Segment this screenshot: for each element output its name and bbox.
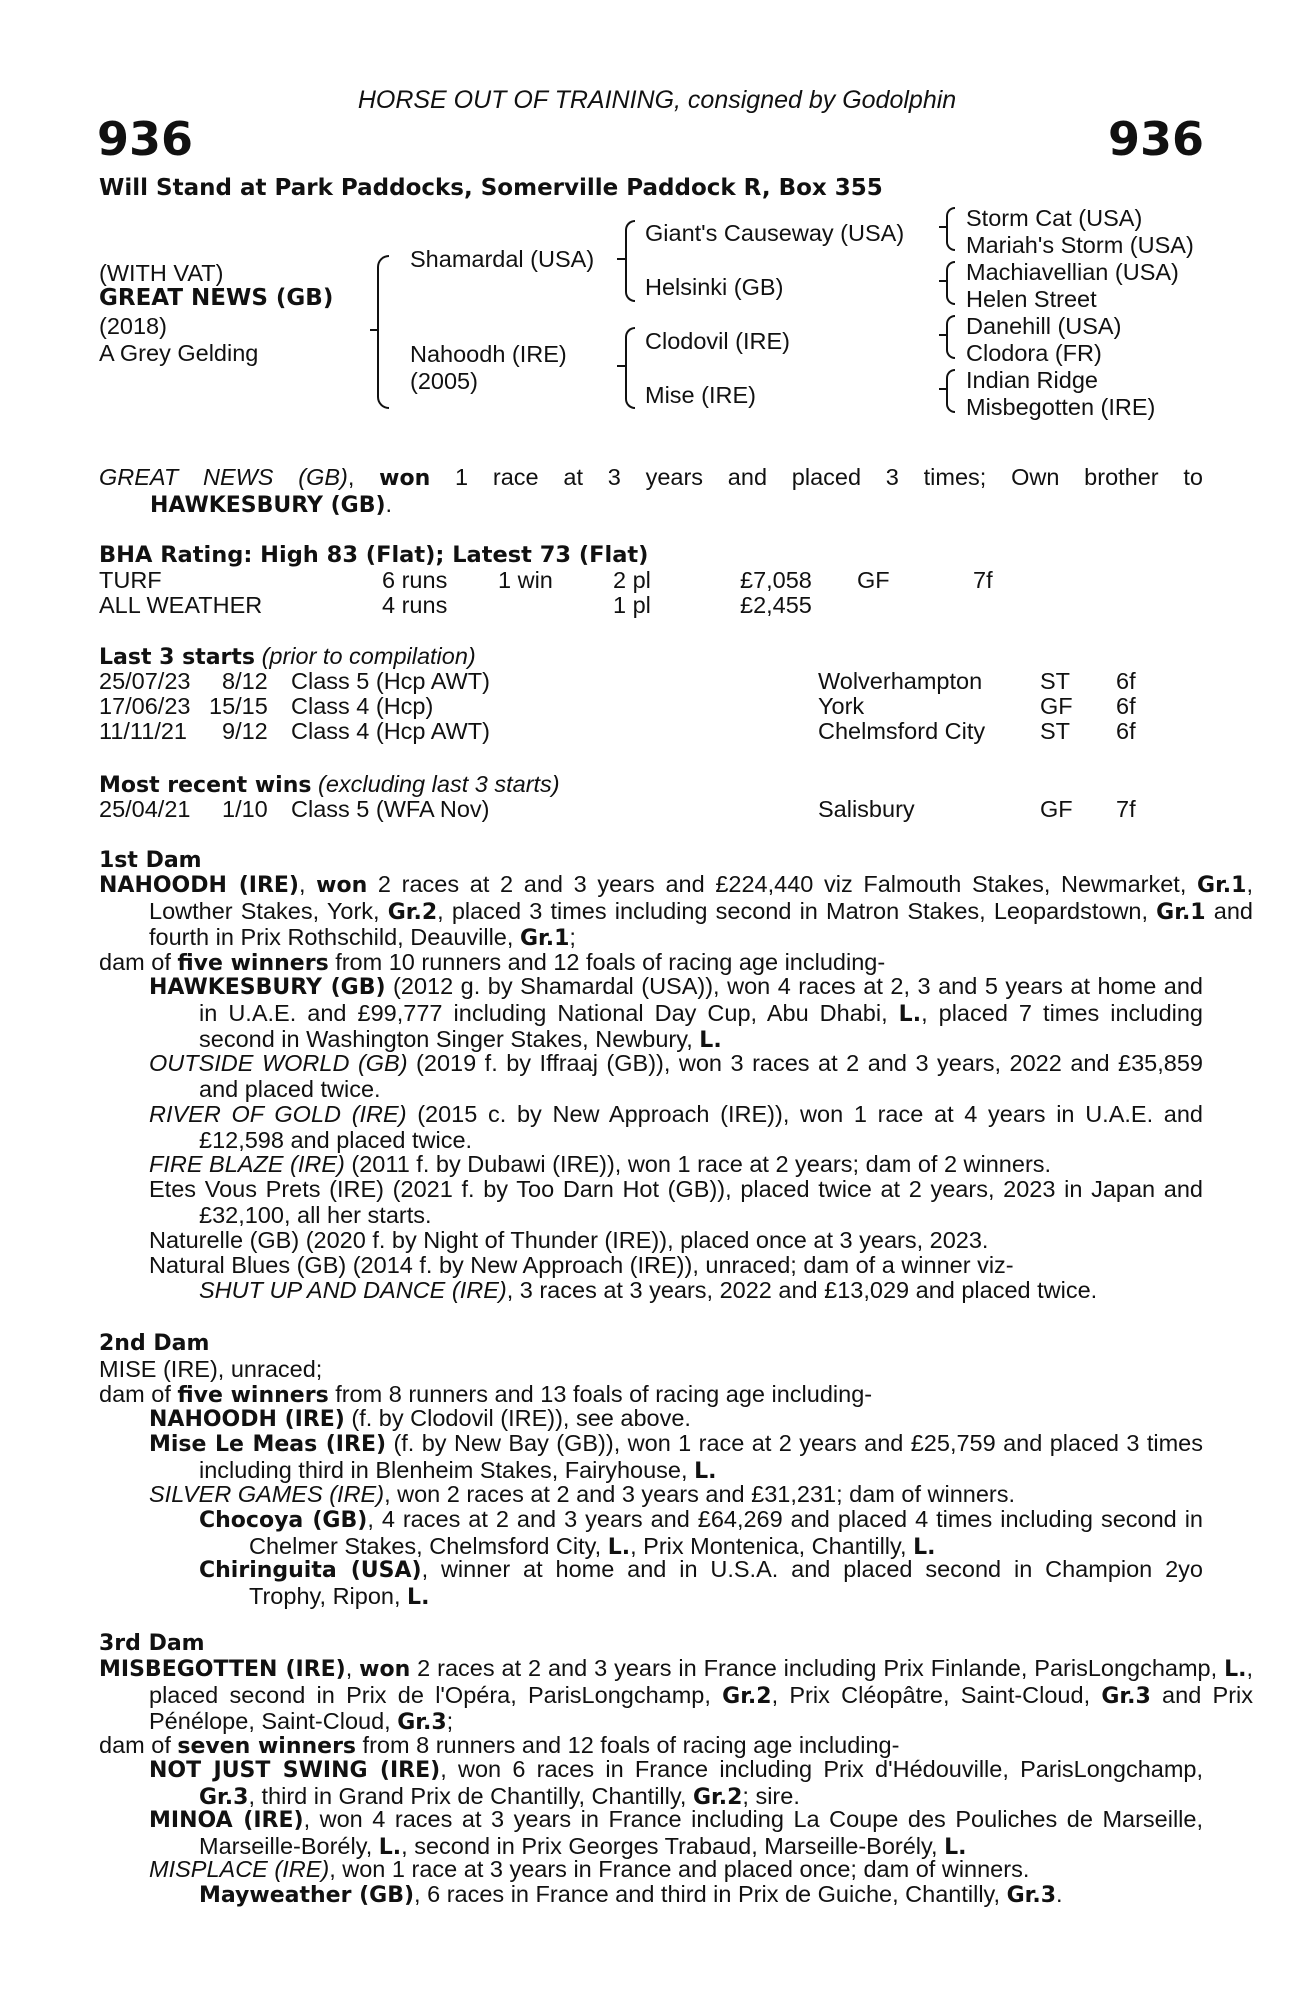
recent-wins-heading: Most recent wins (99, 773, 312, 798)
rating-runs: 6 runs (382, 567, 448, 593)
dam-of-label: dam of (99, 949, 178, 975)
race-summary: GREAT NEWS (GB), won 1 race at 3 years and placed 3 times; Own brother to (99, 464, 1204, 491)
produce-text: (2015 c. by New Approach (IRE)), won 1 race at 4 years in U.A.E. and £12,598 and placed twice. (199, 1101, 1203, 1153)
pedigree-g7: Indian Ridge (966, 367, 1098, 393)
start-course: Chelmsford City (818, 718, 986, 744)
grade-label: Gr.3 (199, 1784, 249, 1810)
produce-text: , second in Prix Georges Trabaud, Marseille-Borély, (401, 1832, 945, 1859)
start-going: ST (1040, 718, 1071, 744)
grade-label: Gr.1 (519, 926, 570, 951)
start-date: 25/07/23 (99, 668, 191, 694)
first-dam-heading: 1st Dam (99, 848, 202, 873)
runner-count: from 8 runners and 12 foals of racing age including- (356, 1732, 900, 1758)
produce-text: , 3 races at 3 years, 2022 and £13,029 and placed twice. (506, 1277, 1098, 1303)
rating-surface: TURF (99, 567, 162, 593)
summary-horse-name: GREAT NEWS (GB) (99, 464, 348, 490)
third-dam-heading: 3rd Dam (99, 1631, 205, 1656)
winner-count: five winners (177, 1383, 329, 1408)
start-going: ST (1040, 668, 1071, 694)
grade-label: Gr.1 (1197, 873, 1247, 898)
third-dam-text: 2 races at 2 and 3 years in France including Prix Finlande, ParisLongchamp, (410, 1655, 1225, 1681)
produce-entry (149, 1807, 1203, 1860)
win-going: GF (1040, 796, 1073, 822)
produce-entry (149, 1406, 1203, 1433)
rating-prize: £2,455 (740, 592, 812, 618)
horse-description: A Grey Gelding (99, 340, 259, 366)
grade-label: Gr.3 (1101, 1683, 1151, 1709)
produce-text: , won 6 races in France including Prix d'Hédouville, ParisLongchamp, (440, 1756, 1204, 1782)
produce-name: Mise Le Meas (IRE) (149, 1432, 387, 1457)
first-dam-text: 2 races at 2 and 3 years and £224,440 viz Falmouth Stakes, Newmarket, (367, 871, 1198, 897)
pedigree-dam-sire: Clodovil (IRE) (645, 328, 790, 354)
start-position: 15/15 (209, 693, 268, 719)
grade-label: Gr.3 (1006, 1883, 1057, 1908)
produce-text: , won 2 races at 2 and 3 years and £31,231; dam of winners. (384, 1481, 1016, 1507)
produce-name: NOT JUST SWING (IRE) (149, 1758, 441, 1783)
first-dam-text: , Lowther Stakes, York, (149, 871, 1253, 924)
recent-wins-note: (excluding last 3 starts) (318, 771, 560, 797)
produce-entry (149, 1177, 1203, 1228)
rating-distance: 7f (973, 567, 993, 593)
start-date: 11/11/21 (99, 718, 187, 744)
pedigree-g6: Clodora (FR) (966, 340, 1102, 366)
produce-text: (2012 g. by Shamardal (USA)), won 4 races at 2, 3 and 5 years at home and in U.A.E. and £99,777 including National Day Cup, Abu Dhabi, (199, 973, 1203, 1026)
second-dam-heading: 2nd Dam (99, 1331, 210, 1356)
runner-count: from 10 runners and 12 foals of racing age including- (328, 949, 886, 975)
dam-of-label: dam of (99, 1381, 178, 1407)
produce-text: ; sire. (742, 1782, 800, 1809)
last-starts-heading: Last 3 starts (99, 645, 256, 670)
produce-name: Chocoya (GB) (199, 1508, 368, 1533)
summary-brother: HAWKESBURY (GB) (150, 493, 386, 518)
last-starts-note: (prior to compilation) (261, 643, 476, 669)
produce-name: Chiringuita (USA) (199, 1558, 422, 1583)
consignment-title: HORSE OUT OF TRAINING, consigned by Godolphin (357, 86, 957, 114)
pedigree-brace-g3-point (939, 334, 947, 336)
dam-of-label: dam of (99, 1732, 178, 1758)
pedigree-brace-g2-point (939, 280, 947, 282)
rating-going: GF (857, 567, 890, 593)
win-class: Class 5 (WFA Nov) (291, 796, 490, 822)
produce-text: (2019 f. by Iffraaj (GB)), won 3 races at 2 and 3 years, 2022 and £35,859 and placed twice. (199, 1050, 1203, 1102)
listed-label: L. (1224, 1657, 1247, 1682)
rating-placed: 1 pl (613, 592, 651, 618)
start-going: GF (1040, 693, 1073, 719)
first-dam-name: NAHOODH (IRE) (99, 873, 299, 898)
pedigree-dam-year: (2005) (410, 368, 478, 394)
produce-text: , placed 7 times including second in Washington Singer Stakes, Newbury, (199, 999, 1203, 1052)
pedigree-brace-sire (625, 220, 635, 302)
produce-entry (149, 1152, 1203, 1178)
third-dam-text: , placed second in Prix de l'Opéra, ParisLongchamp, (149, 1655, 1253, 1708)
summary-end: . (385, 491, 393, 517)
start-course: Wolverhampton (818, 668, 983, 694)
first-dam-text: ; (569, 924, 576, 950)
win-position: 1/10 (222, 796, 268, 822)
third-dam-text: ; (446, 1708, 454, 1734)
pedigree-brace-g2 (946, 261, 955, 305)
first-dam-produce-summary (99, 949, 885, 976)
listed-label: L. (694, 1458, 717, 1484)
summary-brother-line (150, 491, 392, 518)
pedigree-brace-g1-point (939, 226, 947, 228)
pedigree-dam-dam: Mise (IRE) (645, 382, 756, 408)
last-starts-heading-line (99, 643, 476, 670)
produce-text: , third in Grand Prix de Chantilly, Chantilly, (248, 1782, 693, 1809)
third-dam-text: , Prix Cléopâtre, Saint-Cloud, (771, 1681, 1102, 1708)
start-class: Class 5 (Hcp AWT) (291, 668, 490, 694)
produce-text: Etes Vous Prets (IRE) (2021 f. by Too Darn Hot (GB)), placed twice at 2 years, 2023 in Japan and £32,100, all her starts. (149, 1176, 1203, 1228)
produce-text: (f. by New Bay (GB)), won 1 race at 2 years and £25,759 and placed 3 times including third in Blenheim Stakes, Fairyhouse, (199, 1430, 1203, 1483)
rating-wins: 1 win (498, 567, 553, 593)
start-distance: 6f (1116, 693, 1136, 719)
produce-text: Natural Blues (GB) (2014 f. by New Approach (IRE)), unraced; dam of a winner viz- (149, 1252, 1014, 1278)
runner-count: from 8 runners and 13 foals of racing age including- (328, 1381, 873, 1407)
pedigree-g5: Danehill (USA) (966, 313, 1122, 339)
rating-heading: BHA Rating: High 83 (Flat); Latest 73 (Flat) (99, 542, 649, 568)
pedigree-brace-dam (625, 327, 635, 409)
third-dam-won: won (359, 1657, 411, 1682)
produce-text: . (1056, 1881, 1063, 1907)
horse-year: (2018) (99, 313, 167, 339)
produce-entry (149, 1857, 1203, 1883)
first-dam-won: won (316, 873, 368, 898)
pedigree-sire-dam: Helsinki (GB) (645, 274, 784, 300)
pedigree-brace-main (377, 255, 389, 409)
listed-label: L. (378, 1834, 402, 1860)
grade-label: Gr.2 (387, 899, 438, 925)
lot-number-left: 936 (97, 112, 194, 166)
win-distance: 7f (1116, 796, 1136, 822)
produce-text: , won 1 race at 3 years in France and placed once; dam of winners. (329, 1856, 1030, 1882)
start-date: 17/06/23 (99, 693, 191, 719)
pedigree-g3: Machiavellian (USA) (966, 259, 1179, 285)
horse-name: GREAT NEWS (GB) (99, 285, 334, 311)
produce-text: Naturelle (GB) (2020 f. by Night of Thunder (IRE)), placed once at 3 years, 2023. (149, 1227, 989, 1253)
produce-entry (149, 1051, 1203, 1102)
pedigree-brace-main-point (370, 329, 378, 331)
win-date: 25/04/21 (99, 796, 191, 822)
grade-label: Gr.2 (692, 1784, 743, 1810)
stand-location: Will Stand at Park Paddocks, Somerville Paddock R, Box 355 (99, 175, 883, 201)
produce-text: (f. by Clodovil (IRE)), see above. (344, 1405, 691, 1431)
third-dam-record: MISBEGOTTEN (IRE), won 2 races at 2 and 3 years in France including Prix Finlande, ParisLongchamp, L., placed second in Prix de l'Opéra, ParisLongchamp, Gr.2, Prix Cléopâtre, Saint-Cloud, Gr.3 and Prix Pénélope, Saint-Cloud, Gr.3; (99, 1655, 1253, 1735)
third-dam-produce-summary (99, 1732, 899, 1759)
listed-label: L. (944, 1834, 967, 1860)
produce-text: , winner at home and in U.S.A. and placed second in Champion 2yo Trophy, Ripon, (249, 1556, 1203, 1609)
pedigree-dam: Nahoodh (IRE) (410, 341, 567, 367)
listed-label: L. (913, 1534, 936, 1560)
produce-entry (149, 1757, 1203, 1810)
produce-entry (149, 1228, 1203, 1254)
produce-entry (149, 1482, 1203, 1508)
winner-count: seven winners (177, 1734, 357, 1759)
produce-name: FIRE BLAZE (IRE) (149, 1151, 345, 1177)
recent-wins-heading-line (99, 771, 560, 798)
grade-label: Gr.3 (397, 1710, 447, 1735)
produce-text: , 4 races at 2 and 3 years and £64,269 and placed 4 times including second in Chelmer Stakes, Chelmsford City, (249, 1506, 1203, 1559)
produce-text: , Prix Montenica, Chantilly, (630, 1532, 914, 1559)
pedigree-brace-dam-point (617, 365, 625, 367)
listed-label: L. (898, 1001, 922, 1027)
pedigree-g2: Mariah's Storm (USA) (966, 232, 1194, 258)
pedigree-brace-g4-point (939, 388, 947, 390)
start-course: York (818, 693, 865, 719)
pedigree-g4: Helen Street (966, 286, 1097, 312)
pedigree-g8: Misbegotten (IRE) (966, 394, 1156, 420)
second-dam-record: MISE (IRE), unraced; (99, 1356, 323, 1382)
produce-name: RIVER OF GOLD (IRE) (149, 1101, 407, 1127)
produce-name: HAWKESBURY (GB) (149, 975, 386, 1000)
produce-entry (199, 1557, 1203, 1610)
start-distance: 6f (1116, 718, 1136, 744)
rating-prize: £7,058 (740, 567, 812, 593)
produce-entry (149, 1102, 1203, 1153)
pedigree-g1: Storm Cat (USA) (966, 205, 1143, 231)
grade-label: Gr.2 (722, 1683, 772, 1709)
summary-text: 1 race at 3 years and placed 3 times; Own brother to (430, 464, 1204, 490)
produce-entry (149, 974, 1203, 1054)
produce-name: MISPLACE (IRE) (149, 1856, 330, 1882)
listed-label: L. (699, 1028, 722, 1053)
start-position: 9/12 (222, 718, 268, 744)
second-dam-produce-summary (99, 1381, 872, 1408)
produce-name: NAHOODH (IRE) (149, 1407, 345, 1432)
produce-name: Mayweather (GB) (199, 1883, 415, 1908)
produce-entry (199, 1507, 1203, 1560)
produce-text: , 6 races in France and third in Prix de Guiche, Chantilly, (414, 1881, 1007, 1907)
start-position: 8/12 (222, 668, 268, 694)
start-class: Class 4 (Hcp AWT) (291, 718, 490, 744)
pedigree-brace-g1 (946, 207, 955, 251)
produce-text: (2011 f. by Dubawi (IRE)), won 1 race at 2 years; dam of 2 winners. (344, 1151, 1052, 1177)
third-dam-text: and Prix Pénélope, Saint-Cloud, (149, 1681, 1253, 1734)
lot-number-right: 936 (1107, 112, 1204, 166)
win-course: Salisbury (818, 796, 915, 822)
produce-name: SHUT UP AND DANCE (IRE) (199, 1277, 507, 1303)
rating-surface: ALL WEATHER (99, 592, 263, 618)
first-dam-text: , placed 3 times including second in Matron Stakes, Leopardstown, (437, 897, 1157, 924)
pedigree-brace-sire-point (617, 258, 625, 260)
produce-entry (199, 1278, 1203, 1304)
produce-name: SILVER GAMES (IRE) (149, 1481, 385, 1507)
summary-won: won (379, 466, 431, 491)
pedigree-sire: Shamardal (USA) (410, 246, 595, 272)
listed-label: L. (407, 1584, 430, 1610)
winner-count: five winners (177, 951, 329, 976)
produce-name: MINOA (IRE) (149, 1808, 304, 1833)
produce-name: OUTSIDE WORLD (GB) (149, 1050, 408, 1076)
pedigree-brace-g3 (946, 315, 955, 359)
pedigree-sire-sire: Giant's Causeway (USA) (645, 220, 905, 246)
produce-text: , won 4 races at 3 years in France including La Coupe des Pouliches de Marseille, Marseille-Borély, (199, 1806, 1203, 1859)
rating-placed: 2 pl (613, 567, 651, 593)
rating-runs: 4 runs (382, 592, 448, 618)
vat-note: (WITH VAT) (99, 260, 224, 286)
produce-entry (199, 1882, 1203, 1909)
grade-label: Gr.1 (1156, 899, 1206, 925)
start-class: Class 4 (Hcp) (291, 693, 434, 719)
first-dam-text: and fourth in Prix Rothschild, Deauville, (149, 897, 1253, 950)
produce-entry (149, 1253, 1203, 1279)
produce-entry (149, 1431, 1203, 1484)
listed-label: L. (607, 1534, 631, 1560)
first-dam-record: NAHOODH (IRE), won 2 races at 2 and 3 years and £224,440 viz Falmouth Stakes, Newmarket, Gr.1, Lowther Stakes, York, Gr.2, placed 3 times including second in Matron Stakes, Leopardstown, Gr.1 and fourth in Prix Rothschild, Deauville, Gr.1; (99, 871, 1253, 951)
third-dam-name: MISBEGOTTEN (IRE) (99, 1657, 346, 1682)
start-distance: 6f (1116, 668, 1136, 694)
pedigree-brace-g4 (946, 369, 955, 413)
